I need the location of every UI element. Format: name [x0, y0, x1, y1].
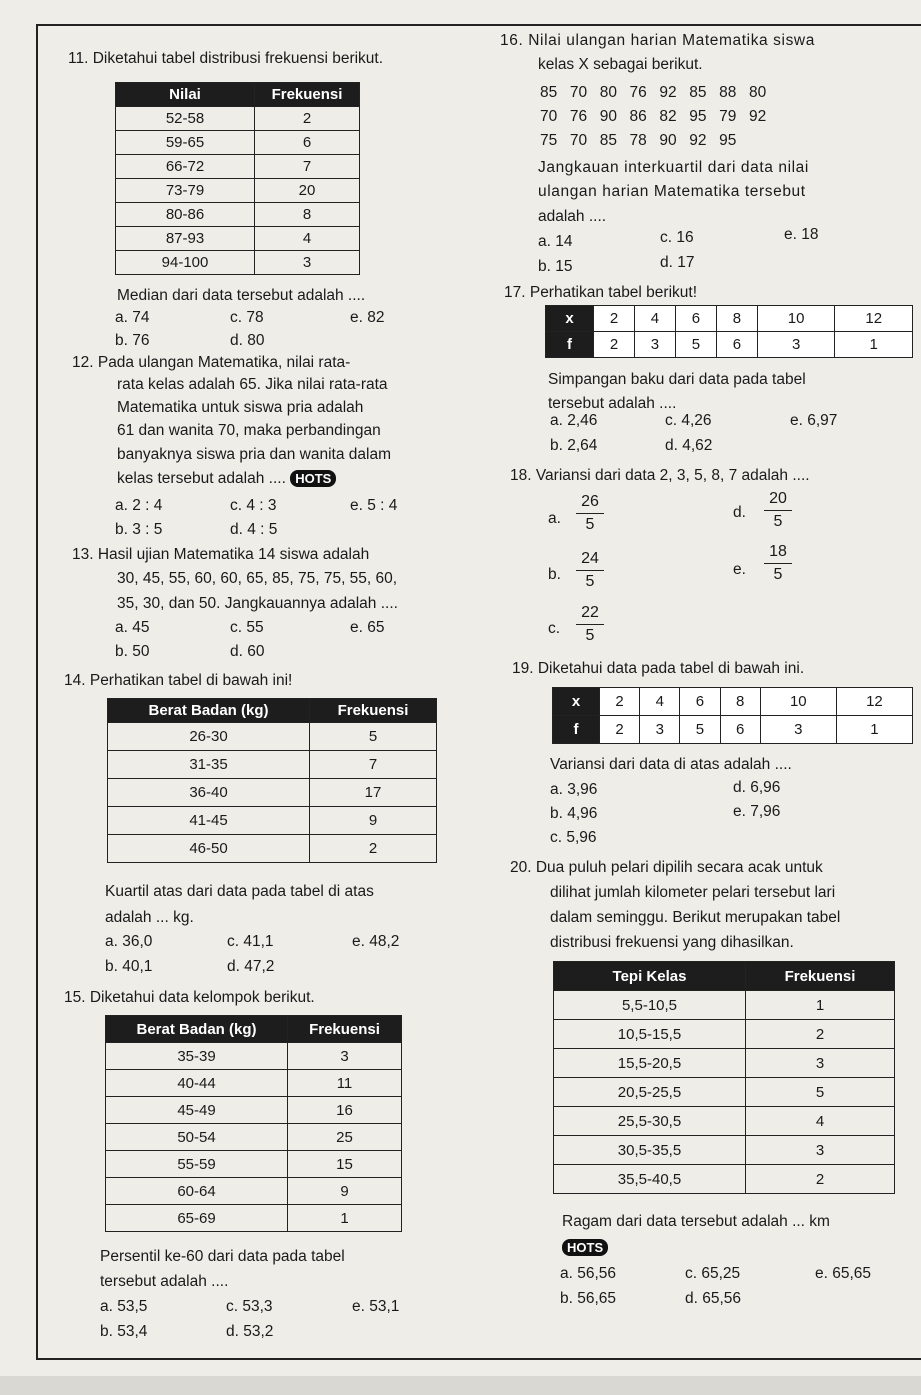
q15-header-berat: Berat Badan (kg)	[106, 1016, 288, 1043]
page-bottom-band	[0, 1376, 921, 1395]
q19-label: 19. Diketahui data pada tabel di bawah ini.	[512, 660, 805, 677]
q19-option-b[interactable]: b. 4,96	[550, 805, 598, 822]
q11-option-e[interactable]: e. 82	[350, 309, 385, 326]
q12-option-e[interactable]: e. 5 : 4	[350, 497, 398, 514]
q16-line4: ulangan harian Matematika tersebut	[538, 183, 806, 200]
q16-option-c[interactable]: c. 16	[660, 229, 694, 246]
q16-option-d[interactable]: d. 17	[660, 254, 695, 271]
q18-fraction-e	[764, 542, 792, 585]
q20-line4: distribusi frekuensi yang dihasilkan.	[550, 934, 794, 951]
q16-data-row2: 70 76 90 86 82 95 79 92	[540, 108, 767, 125]
table-row	[106, 1124, 402, 1151]
cell: 5	[675, 332, 716, 358]
table-row	[108, 751, 437, 779]
q13-option-e[interactable]: e. 65	[350, 619, 385, 636]
q20-line3: dalam seminggu. Berikut merupakan tabel	[550, 909, 841, 926]
cell: 6	[680, 688, 720, 716]
cell: 25,5-30,5	[554, 1107, 746, 1136]
q16-data-row3: 75 70 85 78 90 92 95	[540, 132, 737, 149]
table-row	[554, 991, 895, 1020]
q13-option-a[interactable]: a. 45	[115, 619, 150, 636]
table-row	[108, 807, 437, 835]
cell: 6	[255, 131, 360, 155]
cell: 8	[716, 306, 757, 332]
q15-option-e[interactable]: e. 53,1	[352, 1298, 400, 1315]
q15-line2: tersebut adalah ....	[100, 1273, 229, 1290]
q17-option-b[interactable]: b. 2,64	[550, 437, 598, 454]
cell: f	[546, 332, 594, 358]
q18-option-d[interactable]: d.	[733, 504, 746, 521]
q20-option-c[interactable]: c. 65,25	[685, 1265, 741, 1282]
cell: 65-69	[106, 1205, 288, 1232]
cell: 1	[746, 991, 895, 1020]
table-row	[546, 332, 913, 358]
cell: 59-65	[116, 131, 255, 155]
denominator: 5	[585, 516, 595, 533]
cell: 20,5-25,5	[554, 1078, 746, 1107]
cell: 15,5-20,5	[554, 1049, 746, 1078]
cell: 2	[310, 835, 437, 863]
q13-line3: 35, 30, dan 50. Jangkauannya adalah ....	[117, 595, 398, 612]
q11-option-c[interactable]: c. 78	[230, 309, 264, 326]
q12-line1: 12. Pada ulangan Matematika, nilai rata-	[72, 354, 351, 371]
q20-option-b[interactable]: b. 56,65	[560, 1290, 617, 1307]
q14-table	[107, 698, 437, 863]
cell: 66-72	[116, 155, 255, 179]
q20-line2: dilihat jumlah kilometer pelari tersebut lari	[550, 884, 836, 901]
denominator: 5	[773, 513, 783, 530]
numerator: 24	[581, 550, 599, 567]
numerator: 26	[581, 493, 599, 510]
q11-option-d[interactable]: d. 80	[230, 332, 265, 349]
q20-header-frekuensi: Frekuensi	[746, 962, 895, 991]
q20-option-a[interactable]: a. 56,56	[560, 1265, 617, 1282]
q14-header-frekuensi: Frekuensi	[310, 699, 437, 723]
q15-header-frekuensi: Frekuensi	[288, 1016, 402, 1043]
q20-option-e[interactable]: e. 65,65	[815, 1265, 872, 1282]
cell: 60-64	[106, 1178, 288, 1205]
q15-table	[105, 1015, 402, 1232]
q19-option-a[interactable]: a. 3,96	[550, 781, 598, 798]
cell: 25	[288, 1124, 402, 1151]
q16-option-a[interactable]: a. 14	[538, 233, 573, 250]
cell: 41-45	[108, 807, 310, 835]
cell: 20	[255, 179, 360, 203]
cell: 9	[288, 1178, 402, 1205]
q15-label: 15. Diketahui data kelompok berikut.	[64, 989, 315, 1006]
cell: 3	[634, 332, 675, 358]
denominator: 5	[585, 627, 595, 644]
cell: 2	[594, 306, 635, 332]
q12-option-b[interactable]: b. 3 : 5	[115, 521, 163, 538]
table-row	[108, 723, 437, 751]
q11-option-b[interactable]: b. 76	[115, 332, 150, 349]
cell: 73-79	[116, 179, 255, 203]
q19-option-d[interactable]: d. 6,96	[733, 779, 781, 796]
q12-line6	[117, 469, 336, 488]
cell: 8	[720, 688, 760, 716]
q20-header-tepi: Tepi Kelas	[554, 962, 746, 991]
q16-option-b[interactable]: b. 15	[538, 258, 573, 275]
q17-option-e[interactable]: e. 6,97	[790, 412, 838, 429]
q16-line1: 16. Nilai ulangan harian Matematika siswa	[500, 32, 815, 49]
cell: 26-30	[108, 723, 310, 751]
cell: 35-39	[106, 1043, 288, 1070]
cell: 10	[757, 306, 835, 332]
cell: 36-40	[108, 779, 310, 807]
table-row	[106, 1178, 402, 1205]
cell: 2	[600, 688, 640, 716]
cell: 12	[835, 306, 913, 332]
q18-option-a[interactable]: a.	[548, 510, 561, 527]
q18-fraction-b	[576, 549, 604, 592]
q14-line1: Kuartil atas dari data pada tabel di atas	[105, 883, 374, 900]
cell: 1	[288, 1205, 402, 1232]
q18-option-b[interactable]: b.	[548, 566, 561, 583]
q20-line5: Ragam dari data tersebut adalah ... km	[562, 1213, 830, 1230]
table-row	[106, 1097, 402, 1124]
q12-line4: 61 dan wanita 70, maka perbandingan	[117, 422, 381, 439]
cell: 3	[760, 716, 836, 744]
table-row	[116, 155, 360, 179]
table-row	[108, 779, 437, 807]
q15-option-b[interactable]: b. 53,4	[100, 1323, 148, 1340]
q19-option-e[interactable]: e. 7,96	[733, 803, 781, 820]
q14-label: 14. Perhatikan tabel di bawah ini!	[64, 672, 293, 689]
numerator: 22	[581, 604, 599, 621]
q15-option-d[interactable]: d. 53,2	[226, 1323, 274, 1340]
cell: 40-44	[106, 1070, 288, 1097]
q18-option-c[interactable]: c.	[548, 620, 561, 637]
cell: 2	[746, 1165, 895, 1194]
q12-line3: Matematika untuk siswa pria adalah	[117, 399, 364, 416]
q17-line2: tersebut adalah ....	[548, 395, 677, 412]
q17-option-a[interactable]: a. 2,46	[550, 412, 598, 429]
q16-line5: adalah ....	[538, 208, 607, 225]
q12-line5: banyaknya siswa pria dan wanita dalam	[117, 446, 391, 463]
q19-option-c[interactable]: c. 5,96	[550, 829, 597, 846]
cell: 3	[746, 1136, 895, 1165]
q14-option-a[interactable]: a. 36,0	[105, 933, 153, 950]
cell: 3	[255, 251, 360, 275]
cell: 3	[746, 1049, 895, 1078]
q11-table	[115, 82, 360, 275]
cell: 87-93	[116, 227, 255, 251]
table-row	[554, 1078, 895, 1107]
cell: 4	[640, 688, 680, 716]
cell: 5,5-10,5	[554, 991, 746, 1020]
q20-hots-row	[562, 1238, 608, 1257]
q13-line2: 30, 45, 55, 60, 60, 65, 85, 75, 75, 55, 60,	[117, 570, 398, 587]
q17-line1: Simpangan baku dari data pada tabel	[548, 371, 806, 388]
q11-label: 11. Diketahui tabel distribusi frekuensi berikut.	[68, 50, 384, 67]
q12-line6-text: kelas tersebut adalah ....	[117, 470, 286, 487]
table-row	[554, 1136, 895, 1165]
q14-option-e[interactable]: e. 48,2	[352, 933, 400, 950]
cell: 4	[746, 1107, 895, 1136]
q20-line1: 20. Dua puluh pelari dipilih secara acak untuk	[510, 859, 823, 876]
q13-option-d[interactable]: d. 60	[230, 643, 265, 660]
cell: 52-58	[116, 107, 255, 131]
cell: 11	[288, 1070, 402, 1097]
cell: f	[553, 716, 600, 744]
table-row	[116, 203, 360, 227]
cell: 7	[255, 155, 360, 179]
q12-line2: rata kelas adalah 65. Jika nilai rata-rata	[117, 376, 388, 393]
q13-option-c[interactable]: c. 55	[230, 619, 264, 636]
denominator: 5	[773, 566, 783, 583]
cell: 80-86	[116, 203, 255, 227]
cell: 10,5-15,5	[554, 1020, 746, 1049]
q11-header-frekuensi: Frekuensi	[255, 83, 360, 107]
table-row	[553, 716, 913, 744]
hots-badge: HOTS	[290, 470, 336, 487]
cell: 45-49	[106, 1097, 288, 1124]
q14-option-d[interactable]: d. 47,2	[227, 958, 275, 975]
cell: 1	[836, 716, 912, 744]
q12-option-d[interactable]: d. 4 : 5	[230, 521, 278, 538]
cell: 31-35	[108, 751, 310, 779]
q18-label: 18. Variansi dari data 2, 3, 5, 8, 7 adalah ....	[510, 467, 810, 484]
cell: 50-54	[106, 1124, 288, 1151]
table-row	[106, 1151, 402, 1178]
table-row	[546, 306, 913, 332]
cell: 6	[716, 332, 757, 358]
page-border-bottom	[36, 1358, 921, 1360]
cell: 3	[640, 716, 680, 744]
q11-question: Median dari data tersebut adalah ....	[117, 287, 366, 304]
cell: 17	[310, 779, 437, 807]
cell: 6	[675, 306, 716, 332]
page-border-top	[36, 24, 921, 26]
cell: 46-50	[108, 835, 310, 863]
q11-option-a[interactable]: a. 74	[115, 309, 150, 326]
numerator: 20	[769, 490, 787, 507]
q18-fraction-a	[576, 492, 604, 535]
table-row	[116, 131, 360, 155]
table-row	[116, 107, 360, 131]
cell: 2	[594, 332, 635, 358]
cell: 4	[634, 306, 675, 332]
q20-table	[553, 961, 895, 1194]
cell: 94-100	[116, 251, 255, 275]
q16-line2: kelas X sebagai berikut.	[538, 56, 703, 73]
q15-option-c[interactable]: c. 53,3	[226, 1298, 273, 1315]
numerator: 18	[769, 543, 787, 560]
cell: 30,5-35,5	[554, 1136, 746, 1165]
table-row	[116, 251, 360, 275]
cell: 2	[255, 107, 360, 131]
cell: 55-59	[106, 1151, 288, 1178]
table-row	[106, 1070, 402, 1097]
q18-option-e[interactable]: e.	[733, 561, 746, 578]
cell: x	[553, 688, 600, 716]
cell: 6	[720, 716, 760, 744]
cell: x	[546, 306, 594, 332]
q16-line3: Jangkauan interkuartil dari data nilai	[538, 159, 809, 176]
cell: 16	[288, 1097, 402, 1124]
cell: 8	[255, 203, 360, 227]
table-row	[116, 227, 360, 251]
cell: 2	[600, 716, 640, 744]
q17-label: 17. Perhatikan tabel berikut!	[504, 284, 698, 301]
cell: 3	[757, 332, 835, 358]
q13-line1: 13. Hasil ujian Matematika 14 siswa adalah	[72, 546, 370, 563]
q13-option-b[interactable]: b. 50	[115, 643, 150, 660]
table-row	[554, 1049, 895, 1078]
cell: 2	[746, 1020, 895, 1049]
cell: 15	[288, 1151, 402, 1178]
cell: 7	[310, 751, 437, 779]
q17-option-d[interactable]: d. 4,62	[665, 437, 713, 454]
q17-option-c[interactable]: c. 4,26	[665, 412, 712, 429]
q19-table	[552, 687, 913, 744]
cell: 5	[746, 1078, 895, 1107]
cell: 35,5-40,5	[554, 1165, 746, 1194]
table-row	[554, 1165, 895, 1194]
q14-option-b[interactable]: b. 40,1	[105, 958, 153, 975]
q16-option-e[interactable]: e. 18	[784, 226, 819, 243]
q15-option-a[interactable]: a. 53,5	[100, 1298, 148, 1315]
cell: 4	[255, 227, 360, 251]
table-row	[554, 1020, 895, 1049]
q12-option-c[interactable]: c. 4 : 3	[230, 497, 277, 514]
table-row	[106, 1043, 402, 1070]
cell: 10	[760, 688, 836, 716]
cell: 3	[288, 1043, 402, 1070]
table-row	[553, 688, 913, 716]
q17-table	[545, 305, 913, 358]
q20-option-d[interactable]: d. 65,56	[685, 1290, 742, 1307]
q18-fraction-d	[764, 489, 792, 532]
q11-header-nilai: Nilai	[116, 83, 255, 107]
cell: 12	[836, 688, 912, 716]
cell: 9	[310, 807, 437, 835]
q14-option-c[interactable]: c. 41,1	[227, 933, 274, 950]
table-row	[554, 1107, 895, 1136]
q16-data-row1: 85 70 80 76 92 85 88 80	[540, 84, 767, 101]
q19-line1: Variansi dari data di atas adalah ....	[550, 756, 792, 773]
hots-badge: HOTS	[562, 1239, 608, 1256]
q12-option-a[interactable]: a. 2 : 4	[115, 497, 163, 514]
table-row	[116, 179, 360, 203]
cell: 1	[835, 332, 913, 358]
cell: 5	[680, 716, 720, 744]
q14-header-berat: Berat Badan (kg)	[108, 699, 310, 723]
page-border-left	[36, 24, 38, 1360]
table-row	[108, 835, 437, 863]
table-row	[106, 1205, 402, 1232]
cell: 5	[310, 723, 437, 751]
q18-fraction-c	[576, 603, 604, 646]
q14-line2: adalah ... kg.	[105, 909, 194, 926]
q15-line1: Persentil ke-60 dari data pada tabel	[100, 1248, 345, 1265]
denominator: 5	[585, 573, 595, 590]
